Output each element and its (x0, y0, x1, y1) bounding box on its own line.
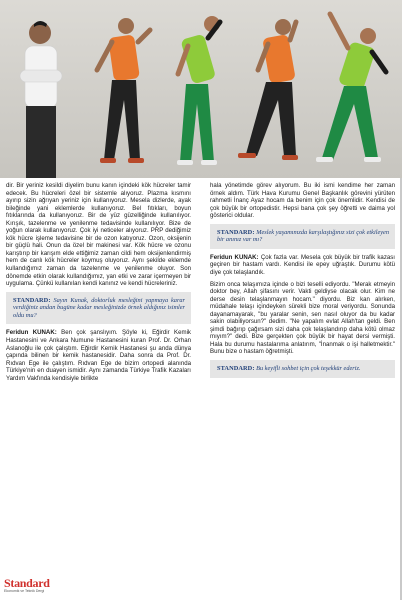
question-text: Meslek yaşamınızda karşılaştığınız sizi çok etkileyen bir anınız var mı? (217, 228, 390, 244)
body-paragraph: hala yönetimde görev alıyorum. Bu iki ismi kendime her zaman örnek aldım. Türk Hava Kurumu Genel Başkanlık görevini yürüten rahmetli İnanç Ayaz hocam da benim için çok önemlidir. Kendisi de çok büyük bir ortopedistir. Hepsi bana çok şey öğretti ve daima yol gösterici oldular. (210, 182, 395, 220)
question-box (210, 224, 395, 249)
magazine-footer (4, 577, 50, 594)
question-text: Sayın Kunak, doktorluk mesleğini yapmaya karar verdiğiniz andan bugüne kadar mesleğinizde örnek aldığınız isimler oldu mu? (13, 296, 185, 319)
right-column (210, 182, 395, 383)
magazine-tagline: Ekonomik ve Teknik Dergi (4, 589, 45, 593)
question-box (210, 360, 395, 378)
left-column (6, 182, 191, 382)
answer-paragraph (6, 329, 191, 382)
exercise-illustration (0, 0, 402, 178)
question-text: Bu keyifli sohbet için çok teşekkür ederiz. (256, 365, 361, 373)
question-label: STANDARD: (13, 296, 51, 304)
question-label: STANDARD: (217, 228, 255, 236)
question-box (6, 292, 191, 325)
body-paragraph: dir. Bir yeriniz kesildi diyelim bunu kanın içindeki kök hücreler tamir edecek. Bu hücreleri özel bir sistemle alıyoruz. Plazma kısmını ayırıp sizin ağrıyan yeriniz için kullanıyoruz. Mesela dizlerde, ayak bileğinde yani eklemlerde kullanıyoruz. Bel fıtıkları, boyun fıtıklarında da kullanıyoruz. Bir de yüz güzelliğinde kullanılıyor. Kırışık, tazelenme ve yenilenme tedavisinde kullanılıyor. Bize de yoğun olarak kullanıyoruz. Çok iyi neticeler alıyoruz. PRP dediğimiz kök hücre işleme tedavisine bir de ozon katıyoruz. Ozon, oksijenin bir güçlü hali. Onun da özel bir makinesi var. Kök hücre ve ozonu karıştırıp bir karışım elde ettiğimiz zaman cildi hem oksijenlendirmiş hem de canlı kök hücreler koymuş oluyoruz. Aynı şekilde eklemde kullandığımız zaman da tazelenme ve yenilenme oluyor. Son dönemde etkin olarak kullandığımız, yan etki ve zarar içermeyen bir uygulama. Çünkü kullanılan kendi kanınız ve kendi hücreleriniz. (6, 182, 191, 288)
magazine-logo: Standard (4, 576, 50, 590)
answer-paragraph (210, 254, 395, 277)
body-paragraph: Bizim onca telaşımıza içinde o bizi teselli ediyordu. "Merak etmeyin doktor bey, Allah şifasını verir. Vakti geldiyse olacak olur. Kim ne derse desin telaşlanmayın hocam." diyordu. Biz kan alırken, müdahale telaşı içindeyken sürekli bize moral veriyordu. Sonunda dayanamayarak, "bu yaralar senin, sen nasıl oluyor da bu kadar sakin olabiliyorsun?" dedim. "Ne yapalım evlat Allah'tan geldi. Ben şimdi bağırıp çağırsam sizi daha çok telaşlandırıp daha kötü olmaz mıyım?" dedi. Bize gerçekten çok büyük bir hayat dersi vermişti. Hala bu durumu hastalarıma anlatırım, "İnanmak o işi halletmektir." Bunu bize o hastam öğretmişti. (210, 280, 395, 356)
answer-text: Ben çok şanslıyım. Şöyle ki, Eğirdir Kemik Hastanesini ve Ankara Numune Hastanesini kuran Prof. Dr. Orhan Aslanoğlu ile çok çalıştım. Eğirdir Kemik Hastanesi şu anda dünya çapında bilinen bir kemik hastanesidir. Daha sonra da Prof. Dr. Rıdvan Ege ile çalıştım. Rıdvan Ege de bizim ortopedi alanında Türkiye'nin en duayen ismidir. Aynı zamanda Türkiye Trafik Kazaları Yardım Vakfında kendisiyle birlikte (6, 329, 191, 382)
exercise-photo (0, 0, 402, 178)
speaker-name: Feridun KUNAK: (6, 329, 57, 337)
speaker-name: Feridun KUNAK: (210, 253, 259, 261)
question-label: STANDARD: (217, 365, 255, 373)
answer-text: Çok fazla var. Mesela çok büyük bir trafik kazası geçiren bir hastam vardı. Kendisi ile epey uğraştık. Durumu kötü diye çok telaşlandık. (210, 253, 395, 277)
